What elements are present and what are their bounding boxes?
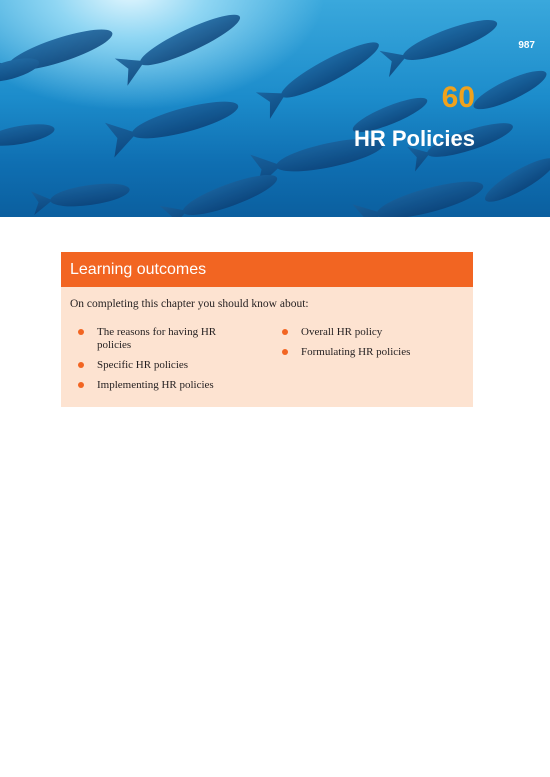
outcome-item <box>78 379 238 392</box>
learning-outcomes-heading: Learning outcomes <box>61 252 473 287</box>
outcomes-column-right <box>282 326 462 366</box>
bullet-icon <box>78 382 84 388</box>
learning-outcomes-box <box>61 252 473 407</box>
outcome-text: Specific HR policies <box>97 359 189 371</box>
outcome-item <box>78 326 238 352</box>
page-number: 987 <box>518 40 535 51</box>
outcomes-column-left <box>78 326 238 399</box>
bullet-icon <box>282 329 288 335</box>
chapter-title: HR Policies <box>353 126 475 151</box>
outcome-text: The reasons for having HR policies <box>97 326 217 351</box>
bullet-icon <box>78 362 84 368</box>
outcome-item <box>78 359 238 372</box>
outcome-item <box>282 326 462 339</box>
learning-outcomes-intro: On completing this chapter you should know about: <box>70 298 309 310</box>
outcome-text: Formulating HR policies <box>301 346 411 358</box>
bullet-icon <box>282 349 288 355</box>
outcome-text: Overall HR policy <box>301 326 383 338</box>
outcome-text: Implementing HR policies <box>97 379 214 391</box>
outcome-item <box>282 346 462 359</box>
chapter-header-image <box>0 0 550 217</box>
chapter-number: 60 <box>441 81 475 114</box>
bullet-icon <box>78 329 84 335</box>
